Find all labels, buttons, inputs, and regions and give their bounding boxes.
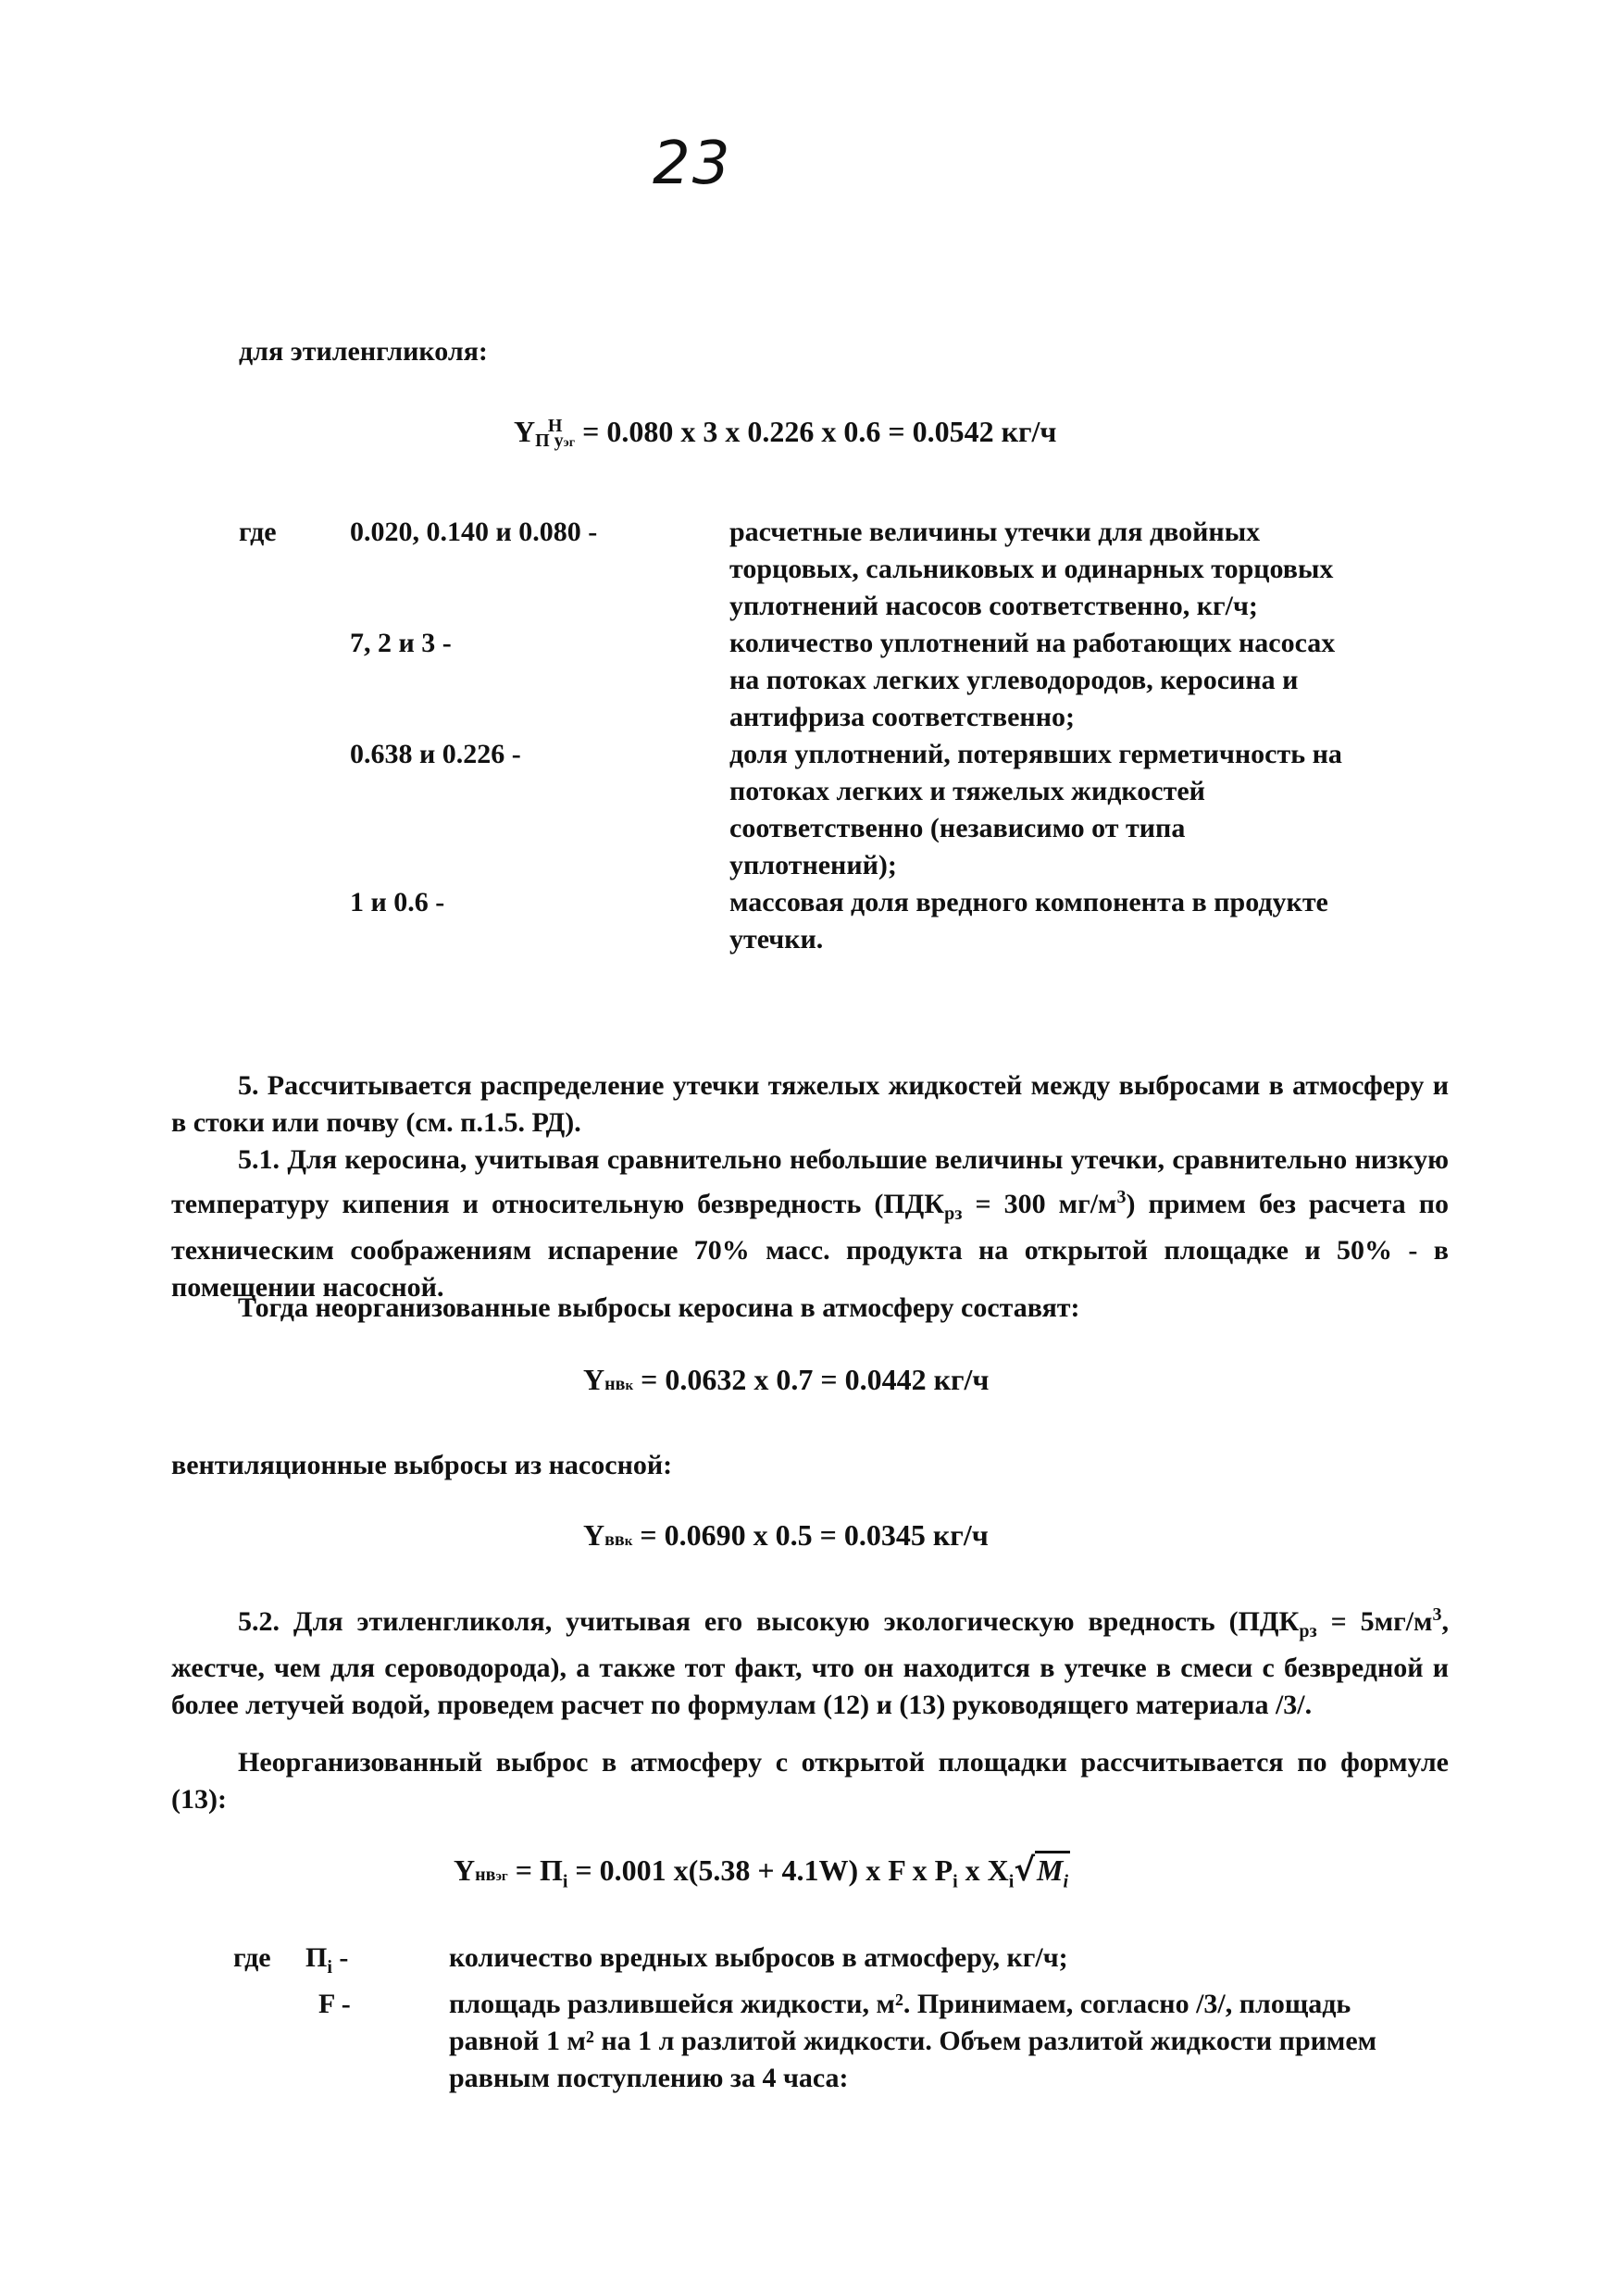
definition-row: где $П_i$ - количество вредных выбросов в атмосферу, кг/ч; bbox=[233, 1942, 1068, 1978]
unorganized-text: Неорганизованный выброс в атмосферу с открытой площадки рассчитывается по формуле (13): bbox=[171, 1747, 1449, 1815]
then-text: Тогда неорганизованные выбросы керосина в атмосферу составят: bbox=[238, 1292, 1080, 1323]
definitions-list bbox=[239, 514, 1442, 958]
intro-text: для этиленгликоля: bbox=[239, 336, 488, 367]
formula-kerosene-unorganized: Yнвк = 0.0632 x 0.7 = 0.0442 кг/ч bbox=[583, 1363, 990, 1396]
section-5: 5. Рассчитывается распределение утечки тяжелых жидкостей между выбросами в атмосферу и в стоки или почву (см. п.1.5. РД). bbox=[171, 1070, 1449, 1138]
definition-row: F - площадь разлившейся жидкости, м². Принимаем, согласно /3/, площадь равной 1 м² на 1 л разлитой жидкости. Объем разлитой жидкости примем равным поступлению за 4 часа: bbox=[318, 1989, 1377, 2093]
section-5-1: 5.1. Для керосина, учитывая сравнительно небольшие величины утечки, сравнительно низкую температуру кипения и относительную безвредность ($ПДК_{рз} = 300$ $мг/м^3$) примем без расчета по техническим соображениям испарение 70% масс. продукта на открытой площадке и 50% - в помещении насосной. bbox=[171, 1144, 1449, 1303]
formula-13: Yнвэг = $П_i = 0.001$ x(5.38 + 4.1W) x F x $P_i$ x $X_i√M_i$ bbox=[454, 1852, 1069, 1892]
definition-row: 0.638 и 0.226 - доля уплотнений, потерявших герметичность на потоках легких и тяжелых жидкостей соответственно (независимо от типа уплотнений); bbox=[350, 739, 1342, 880]
page-number: 23 bbox=[653, 130, 732, 198]
formula-leak-glycol: Y Н П уэг = 0.080 x 3 x 0.226 x 0.6 = 0.0542 кг/ч bbox=[514, 415, 1057, 452]
definition-row: 7, 2 и 3 - количество уплотнений на работающих насосах на потоках легких углеводородов, керосина и антифриза соответственно; bbox=[350, 628, 1336, 732]
sqrt-icon: √ bbox=[1014, 1852, 1036, 1889]
vent-text: вентиляционные выбросы из насосной: bbox=[171, 1450, 673, 1480]
definition-row: где 0.020, 0.140 и 0.080 - расчетные величины утечки для двойных торцовых, сальниковых и одинарных торцовых уплотнений насосов соответственно, кг/ч; bbox=[239, 517, 1334, 621]
definitions-list-2 bbox=[233, 1940, 1455, 2097]
formula-kerosene-vent: Yввк = 0.0690 x 0.5 = 0.0345 кг/ч bbox=[583, 1518, 989, 1552]
section-5-2: 5.2. Для этиленгликоля, учитывая его высокую экологическую вредность ($ПДК_{рз} = 5мг/м^3$, жестче, чем для сероводорода), а также тот факт, что он находится в утечке в смеси с безвредной и более летучей водой, проведем расчет по формулам (12) и (13) руководящего материала /3/. bbox=[171, 1604, 1449, 1720]
definition-row: 1 и 0.6 - массовая доля вредного компонента в продукте утечки. bbox=[350, 887, 1328, 955]
